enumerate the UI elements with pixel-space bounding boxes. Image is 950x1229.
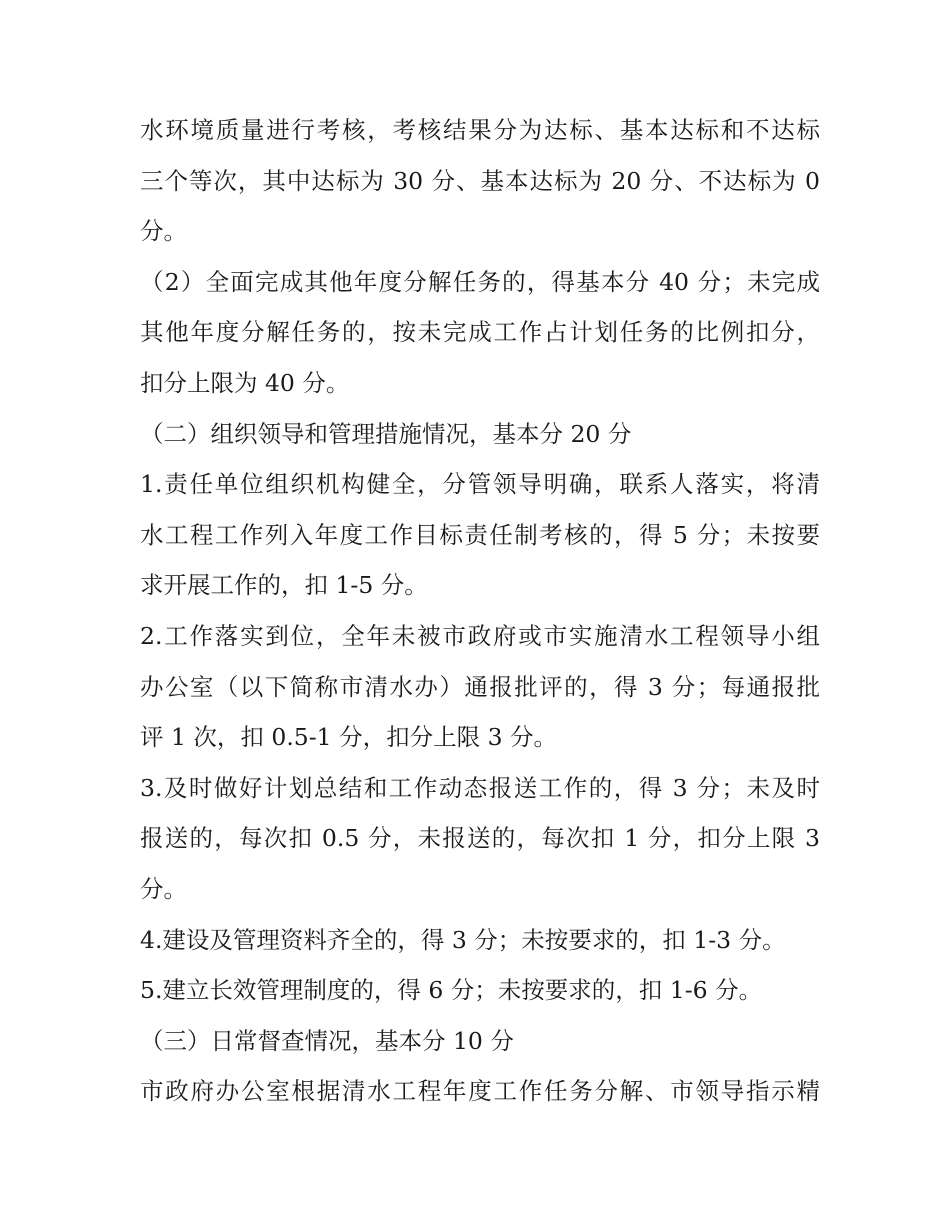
text-line: 1.责任单位组织机构健全，分管领导明确，联系人落实，将清 bbox=[140, 470, 820, 499]
text-line: 三个等次，其中达标为 30 分、基本达标为 20 分、不达标为 0 bbox=[140, 166, 820, 195]
text-line: 2.工作落实到位，全年未被市政府或市实施清水工程领导小组 bbox=[140, 621, 820, 650]
text-line: 3.及时做好计划总结和工作动态报送工作的，得 3 分；未及时 bbox=[140, 773, 820, 802]
text-line: 市政府办公室根据清水工程年度工作任务分解、市领导指示精 bbox=[140, 1077, 820, 1106]
text-line: 办公室（以下简称市清水办）通报批评的，得 3 分；每通报批 bbox=[140, 672, 820, 701]
text-line: 分。 bbox=[140, 217, 187, 246]
document-body bbox=[140, 105, 820, 1117]
text-line: 水工程工作列入年度工作目标责任制考核的，得 5 分；未按要 bbox=[140, 520, 820, 549]
text-line: 求开展工作的，扣 1-5 分。 bbox=[140, 571, 428, 600]
text-line: 扣分上限为 40 分。 bbox=[140, 368, 350, 397]
text-line: （三）日常督查情况，基本分 10 分 bbox=[140, 1026, 514, 1055]
text-line: 其他年度分解任务的，按未完成工作占计划任务的比例扣分， bbox=[140, 318, 820, 347]
text-line: 水环境质量进行考核，考核结果分为达标、基本达标和不达标 bbox=[140, 116, 820, 144]
text-line: （二）组织领导和管理措施情况，基本分 20 分 bbox=[140, 419, 632, 448]
text-line: 5.建立长效管理制度的，得 6 分；未按要求的，扣 1-6 分。 bbox=[140, 976, 763, 1005]
text-line: 报送的，每次扣 0.5 分，未报送的，每次扣 1 分，扣分上限 3 bbox=[140, 824, 820, 853]
text-line: 分。 bbox=[140, 874, 187, 903]
text-line: （2）全面完成其他年度分解任务的，得基本分 40 分；未完成 bbox=[140, 267, 820, 296]
text-line: 评 1 次，扣 0.5-1 分，扣分上限 3 分。 bbox=[140, 723, 557, 752]
text-line: 4.建设及管理资料齐全的，得 3 分；未按要求的，扣 1-3 分。 bbox=[140, 925, 786, 954]
